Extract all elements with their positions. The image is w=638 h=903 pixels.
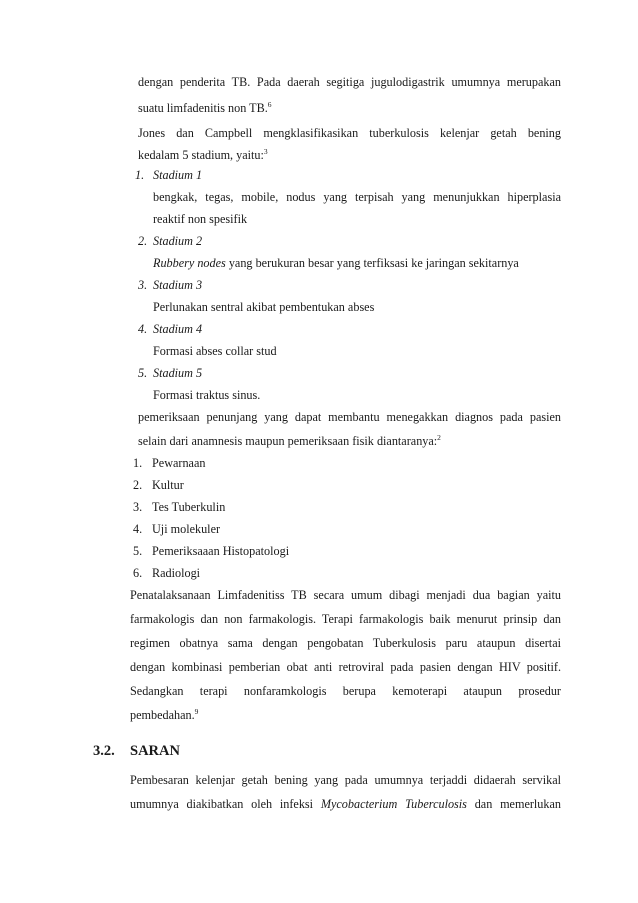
- exam-5-number: 5.: [133, 544, 143, 558]
- para5-line2-end: dan memerlukan: [466, 797, 561, 811]
- para5-line2-italic: Mycobacterium Tuberculosis: [320, 797, 467, 811]
- para1-line2: [138, 101, 272, 115]
- stadium-2-number: 2.: [138, 234, 148, 248]
- para2-line1: Jones dan Campbell mengklasifikasikan tuberkulosis kelenjar getah bening: [138, 126, 561, 140]
- stadium-1-desc-line1: bengkak, tegas, mobile, nodus yang terpisah yang menunjukkan hiperplasia: [153, 190, 561, 204]
- exam-3-number: 3.: [133, 500, 143, 514]
- para1-line2-text: suatu limfadenitis non TB.: [138, 101, 268, 115]
- stadium-2-title: Stadium 2: [153, 234, 203, 248]
- stadium-5-desc: Formasi traktus sinus.: [153, 388, 261, 402]
- stadium-4-title: Stadium 4: [153, 322, 203, 336]
- para3-line1: pemeriksaan penunjang yang dapat membantu menegakkan diagnos pada pasien: [138, 410, 561, 424]
- para4-line4: dengan kombinasi pemberian obat anti retroviral pada pasien dengan HIV positif.: [130, 660, 561, 674]
- stadium-1-desc-line2: reaktif non spesifik: [153, 212, 248, 226]
- para4-line1: Penatalaksanaan Limfadenitiss TB secara umum dibagi menjadi dua bagian yaitu: [130, 588, 561, 602]
- para1-line1: dengan penderita TB. Pada daerah segitiga jugulodigastrik umumnya merupakan: [138, 75, 561, 89]
- para4-line3: regimen obatnya sama dengan pengobatan Tuberkulosis paru ataupun disertai: [130, 636, 561, 650]
- exam-4-number: 4.: [133, 522, 143, 536]
- para3-line2: [138, 434, 441, 448]
- stadium-3-number: 3.: [138, 278, 148, 292]
- para5-line2-start: umumnya diakibatkan oleh infeksi: [130, 797, 321, 811]
- para2-line2-text: kedalam 5 stadium, yaitu:: [138, 148, 264, 162]
- para4-line6-text: pembedahan.: [130, 708, 195, 722]
- stadium-2-desc-rest: yang berukuran besar yang terfiksasi ke jaringan sekitarnya: [225, 256, 519, 270]
- para3-line2-text: selain dari anamnesis maupun pemeriksaan fisik diantaranya:: [138, 434, 438, 448]
- footnote-ref: 3: [263, 147, 268, 156]
- exam-3-text: Tes Tuberkulin: [152, 500, 226, 514]
- para4-line2: farmakologis dan non farmakologis. Terapi farmakologis baik menurut prinsip dan: [130, 612, 561, 626]
- para4-line5: Sedangkan terapi nonfaramkologis berupa kemoterapi ataupun prosedur: [130, 684, 561, 698]
- stadium-3-title: Stadium 3: [153, 278, 203, 292]
- stadium-4-desc: Formasi abses collar stud: [153, 344, 277, 358]
- para5-line1: Pembesaran kelenjar getah bening yang pada umumnya terjaddi didaerah servikal: [130, 773, 561, 787]
- para2-line2: [138, 148, 268, 162]
- stadium-3-desc: Perlunakan sentral akibat pembentukan abses: [153, 300, 375, 314]
- footnote-ref: 9: [194, 707, 199, 716]
- exam-1-text: Pewarnaan: [152, 456, 206, 470]
- stadium-4-number: 4.: [138, 322, 148, 336]
- exam-6-number: 6.: [133, 566, 143, 580]
- exam-1-number: 1.: [133, 456, 143, 470]
- para5-line2: [130, 797, 561, 811]
- section-title: SARAN: [130, 743, 180, 759]
- para4-line6: [130, 708, 198, 722]
- exam-5-text: Pemeriksaaan Histopatologi: [152, 544, 290, 558]
- section-number: 3.2.: [93, 743, 115, 759]
- stadium-2-desc-italic: Rubbery nodes: [153, 256, 226, 270]
- stadium-2-desc: [153, 256, 519, 270]
- footnote-ref: 2: [437, 433, 441, 442]
- exam-4-text: Uji molekuler: [152, 522, 221, 536]
- exam-2-number: 2.: [133, 478, 143, 492]
- footnote-ref: 6: [267, 100, 272, 109]
- stadium-1-title: Stadium 1: [153, 168, 203, 182]
- stadium-5-number: 5.: [138, 366, 148, 380]
- exam-2-text: Kultur: [152, 478, 184, 492]
- stadium-5-title: Stadium 5: [153, 366, 203, 380]
- stadium-1-number: 1.: [135, 168, 145, 182]
- exam-6-text: Radiologi: [152, 566, 201, 580]
